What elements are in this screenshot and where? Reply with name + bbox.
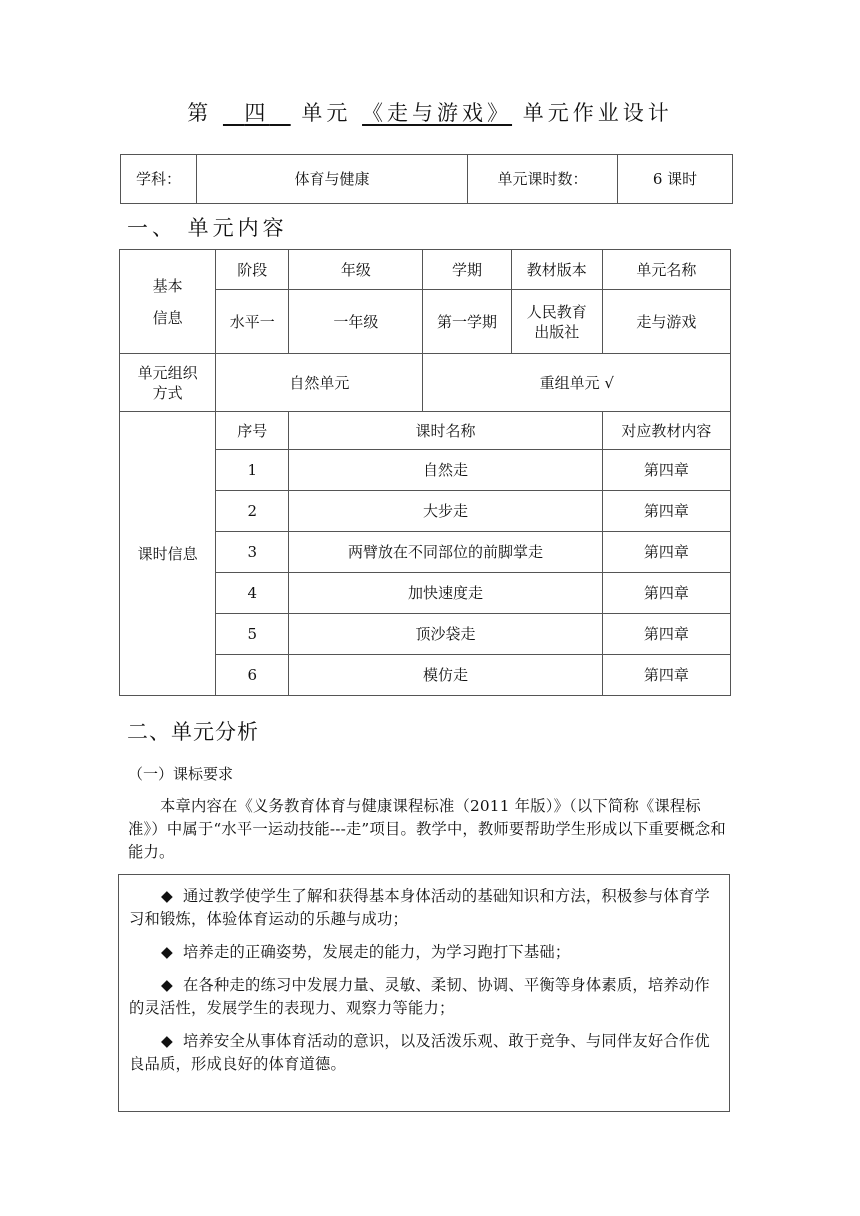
- diamond-bullet-icon: ◆: [161, 1032, 173, 1050]
- title-mid: 单元: [301, 101, 352, 125]
- lesson-content: 第四章: [602, 532, 730, 573]
- lesson-name: 顶沙袋走: [289, 614, 603, 655]
- header-grade: 年级: [289, 250, 423, 290]
- intro-paragraph: 本章内容在《义务教育体育与健康课程标准（2011 年版）》（以下简称《课程标准》）中属于“水平一运动技能---走”项目。教学中，教师要帮助学生形成以下重要概念和能力。: [128, 797, 726, 861]
- header-semester: 学期: [423, 250, 511, 290]
- natural-unit: 自然单元: [216, 354, 423, 412]
- lesson-name: 模仿走: [289, 655, 603, 696]
- lesson-name: 自然走: [289, 450, 603, 491]
- lessons-count-value: 6 课时: [618, 155, 733, 204]
- regroup-unit: 重组单元 √: [423, 354, 731, 412]
- section-heading-unit-content: 一、 单元内容: [127, 216, 288, 240]
- diamond-bullet-icon: ◆: [161, 976, 173, 994]
- subject-info-table: [120, 154, 733, 204]
- diamond-bullet-icon: ◆: [161, 943, 173, 961]
- subsection-curriculum-requirements: （一）课标要求: [128, 765, 234, 783]
- title-suffix: 单元作业设计: [522, 101, 673, 125]
- value-unit-name: 走与游戏: [602, 290, 730, 354]
- basic-info-label: 基本 信息: [120, 250, 216, 354]
- header-lesson-name: 课时名称: [289, 412, 603, 450]
- header-stage: 阶段: [216, 250, 289, 290]
- goal-item: ◆ 在各种走的练习中发展力量、灵敏、柔韧、协调、平衡等身体素质，培养动作的灵活性，发展学生的表现力、观察力等能力；: [129, 976, 710, 1017]
- lesson-no: 6: [216, 655, 289, 696]
- lesson-no: 4: [216, 573, 289, 614]
- title-prefix: 第: [187, 101, 213, 125]
- unit-number: 四: [244, 101, 270, 125]
- header-edition: 教材版本: [511, 250, 602, 290]
- diamond-bullet-icon: ◆: [161, 887, 173, 905]
- goal-item: ◆ 培养走的正确姿势，发展走的能力，为学习跑打下基础；: [161, 943, 571, 961]
- unit-name: 《走与游戏》: [362, 101, 513, 125]
- section-heading-unit-analysis: 二、单元分析: [127, 720, 259, 744]
- goals-box: [118, 874, 730, 1112]
- header-unit-name: 单元名称: [602, 250, 730, 290]
- lesson-content: 第四章: [602, 450, 730, 491]
- header-lesson-content: 对应教材内容: [602, 412, 730, 450]
- lesson-name: 加快速度走: [289, 573, 603, 614]
- lesson-name: 两臂放在不同部位的前脚掌走: [289, 532, 603, 573]
- lesson-no: 2: [216, 491, 289, 532]
- value-semester: 第一学期: [423, 290, 511, 354]
- lesson-content: 第四章: [602, 655, 730, 696]
- value-stage: 水平一: [216, 290, 289, 354]
- value-grade: 一年级: [289, 290, 423, 354]
- subject-label: 学科：: [121, 155, 197, 204]
- lesson-info-label: 课时信息: [120, 412, 216, 696]
- goal-item: ◆ 通过教学使学生了解和获得基本身体活动的基础知识和方法，积极参与体育学习和锻炼，体验体育运动的乐趣与成功；: [129, 887, 710, 928]
- page-title: [0, 97, 860, 127]
- org-label: 单元组织 方式: [120, 354, 216, 412]
- lesson-no: 3: [216, 532, 289, 573]
- lesson-content: 第四章: [602, 573, 730, 614]
- lesson-no: 5: [216, 614, 289, 655]
- subject-value: 体育与健康: [197, 155, 468, 204]
- lesson-content: 第四章: [602, 491, 730, 532]
- lesson-name: 大步走: [289, 491, 603, 532]
- unit-content-table: [119, 249, 731, 696]
- lesson-no: 1: [216, 450, 289, 491]
- lesson-content: 第四章: [602, 614, 730, 655]
- value-edition: 人民教育 出版社: [511, 290, 602, 354]
- goal-item: ◆ 培养安全从事体育活动的意识，以及活泼乐观、敢于竞争、与同伴友好合作优良品质，形成良好的体育道德。: [129, 1032, 710, 1073]
- lessons-count-label: 单元课时数：: [468, 155, 618, 204]
- header-lesson-no: 序号: [216, 412, 289, 450]
